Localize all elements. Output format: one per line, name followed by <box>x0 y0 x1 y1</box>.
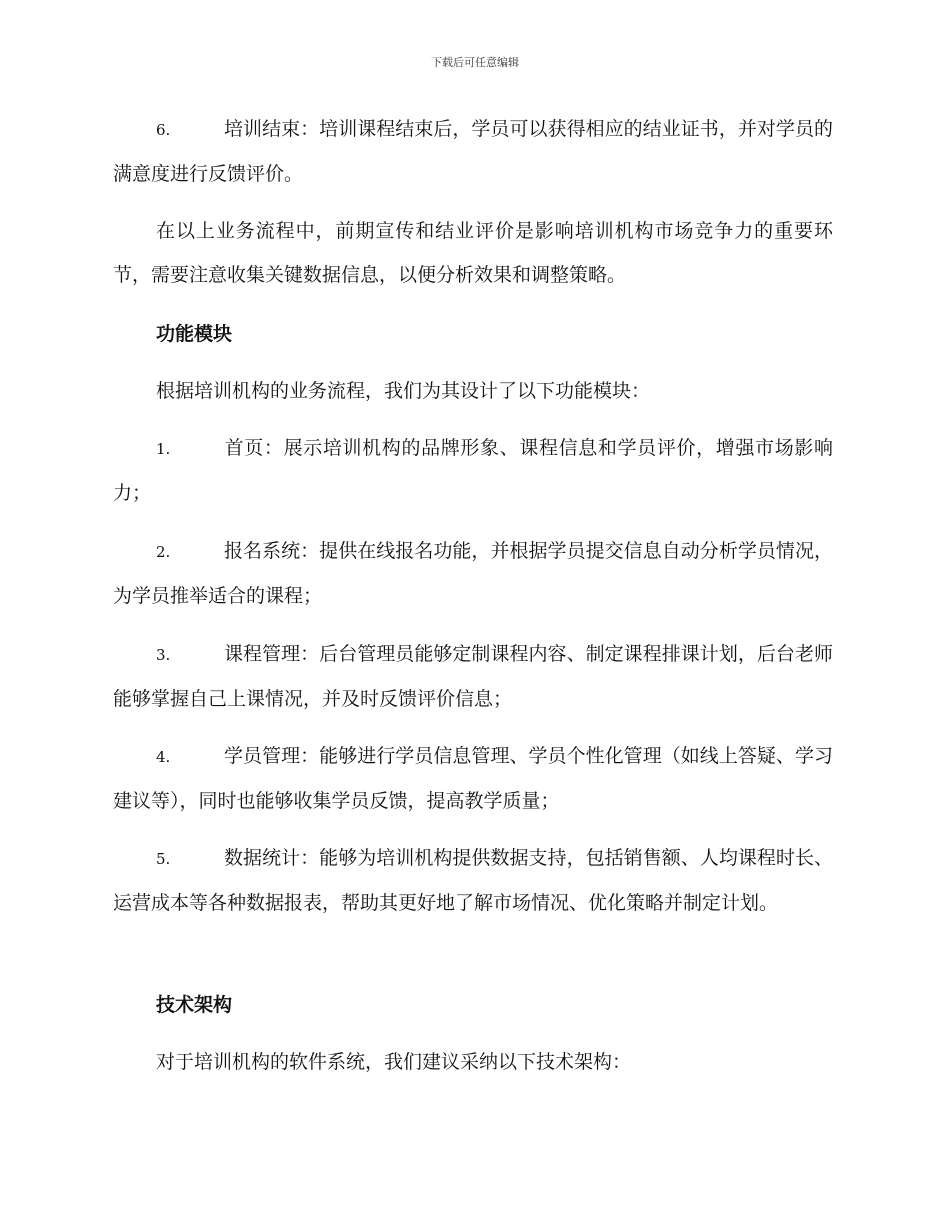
modules-intro-paragraph: 根据培训机构的业务流程，我们为其设计了以下功能模块： <box>156 380 651 402</box>
list-item-text: 首页：展示培训机构的品牌形象、课程信息和学员评价，增强市场影响力； <box>113 437 833 504</box>
list-number: 5. <box>156 850 171 868</box>
list-item-text: 课程管理：后台管理员能够定制课程内容、制定课程排课计划，后台老师能够掌握自己上课情况，并及时反馈评价信息； <box>113 643 833 710</box>
list-item-text: 培训结束：培训课程结束后，学员可以获得相应的结业证书，并对学员的满意度进行反馈评价。 <box>113 118 833 185</box>
list-item-text: 数据统计：能够为培训机构提供数据支持，包括销售额、人均课程时长、运营成本等各种数据报表，帮助其更好地了解市场情况、优化策略并制定计划。 <box>113 847 833 914</box>
list-item-5 <box>113 836 833 925</box>
section-heading-modules: 功能模块 <box>156 323 233 345</box>
page-header: 下载后可任意编辑 <box>431 56 519 69</box>
summary-paragraph: 在以上业务流程中，前期宣传和结业评价是影响培训机构市场竞争力的重要环节，需要注意收集关键数据信息，以便分析效果和调整策略。 <box>113 220 833 286</box>
list-item-4 <box>113 734 833 823</box>
list-number: 3. <box>156 646 171 664</box>
list-number: 1. <box>156 440 171 458</box>
section-heading-tech: 技术架构 <box>156 994 233 1016</box>
list-item-text: 学员管理：能够进行学员信息管理、学员个性化管理（如线上答疑、学习建议等），同时也能够收集学员反馈，提高教学质量； <box>113 745 833 812</box>
list-item-6 <box>113 107 833 196</box>
list-item-3 <box>113 632 833 721</box>
list-item-1 <box>113 426 833 515</box>
list-number: 4. <box>156 748 171 766</box>
list-item-text: 报名系统：提供在线报名功能，并根据学员提交信息自动分析学员情况，为学员推举适合的课程； <box>113 540 833 607</box>
list-item-2 <box>113 529 833 618</box>
list-number: 2. <box>156 543 171 561</box>
list-number: 6. <box>156 121 171 139</box>
tech-intro-paragraph: 对于培训机构的软件系统，我们建议采纳以下技术架构： <box>156 1051 632 1073</box>
